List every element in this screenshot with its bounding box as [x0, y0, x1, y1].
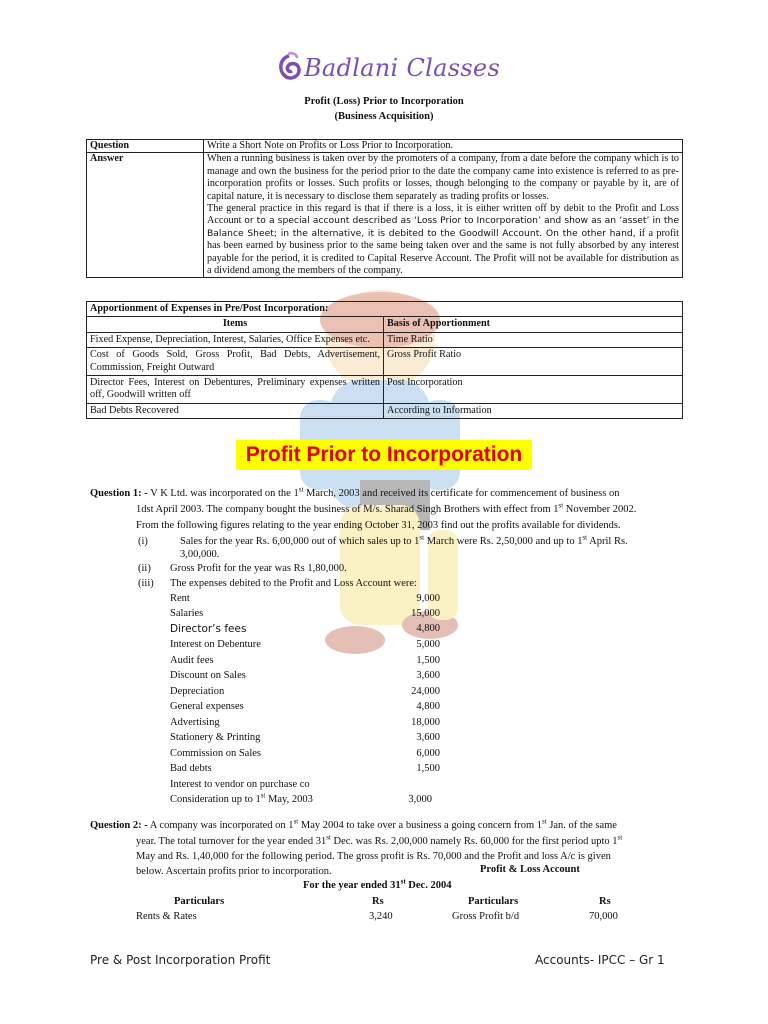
pl-subtitle-part: Dec. 2004 [408, 880, 452, 891]
q2-line-4: below. Ascertain profits prior to incorporation. [136, 866, 332, 877]
q1-text: April Rs. [589, 536, 628, 547]
expense-value: 4,800 [416, 623, 440, 634]
footer-left: Pre & Post Incorporation Profit [90, 953, 271, 967]
column-header-items: Items [87, 317, 384, 332]
expense-name: Audit fees [170, 655, 214, 666]
q1-line-1 [90, 486, 680, 502]
apportionment-table [86, 301, 683, 419]
ordinal-suffix: st [617, 833, 623, 842]
apportionment-header-row [87, 317, 683, 332]
q1-text: 1dst April 2003. The company bought the business of M/s. Sharad Singh Brothers with effect from 1 [136, 504, 559, 515]
expense-name: Bad debts [170, 763, 212, 774]
apportionment-item: Fixed Expense, Depreciation, Interest, Salaries, Office Expenses etc. [87, 332, 384, 347]
footer-right: Accounts- IPCC – Gr 1 [535, 953, 665, 967]
ordinal-suffix: st [298, 485, 304, 494]
expense-value: 15,000 [411, 608, 440, 619]
q1-text: Sales for the year Rs. 6,00,000 out of which sales up to 1 [180, 536, 420, 547]
expense-name: Advertising [170, 717, 220, 728]
q2-text: Jan. of the same [549, 820, 617, 831]
expense-name: Salaries [170, 608, 204, 619]
pl-row-right-particular: Gross Profit b/d [452, 911, 520, 922]
brand-logo [276, 52, 516, 88]
q1-item-i-cont: 3,00,000. [180, 549, 220, 560]
answer-paragraph-1: When a running business is taken over by the promoters of a company, from a date before the company which is to manage and own the business for the period prior to the date the company came into existence is referred to as pre-incorporation profits or losses. Such profits or losses, though belonging to the company or payable by it, are of capital nature, it is necessary to disclose them separately as trading profits or losses. [207, 153, 679, 202]
q2-line-2 [136, 834, 682, 850]
ordinal-suffix: st [400, 877, 406, 886]
expense-value: 3,600 [416, 670, 440, 681]
answer-row [87, 153, 683, 278]
list-number: (ii) [138, 563, 151, 574]
q2-text: A company was incorporated on 1 [149, 820, 294, 831]
apportionment-basis: Time Ratio [384, 332, 683, 347]
q1-label: Question 1: - [90, 488, 148, 499]
ordinal-suffix: st [326, 833, 331, 842]
pl-col-rs-right: Rs [599, 896, 611, 907]
pl-account-subtitle [303, 877, 452, 891]
q1-text: March, 2003 and received its certificate for commencement of business on [306, 488, 620, 499]
q2-text: year. The total turnover for the year ended 31 [136, 836, 327, 847]
expense-value: 1,500 [416, 763, 440, 774]
answer-label: Answer [87, 153, 204, 278]
expense-name: Director’s fees [170, 623, 247, 635]
q2-label: Question 2: - [90, 820, 148, 831]
q1-item-i [180, 534, 680, 550]
expense-value: 24,000 [411, 686, 440, 697]
q2-line-3: May and Rs. 1,40,000 for the following period. The gross profit is Rs. 70,000 and the Profit and loss A/c is given [136, 851, 611, 862]
document-subtitle: (Business Acquisition) [334, 111, 434, 122]
q1-item-iii: The expenses debited to the Profit and Loss Account were: [170, 578, 417, 589]
pl-col-particulars-left: Particulars [174, 896, 225, 907]
expense-name-part: Consideration up to 1 [170, 794, 261, 805]
answer-p2-part-c: if a profit has been earned by business prior to the same being taken over and the same is not fully absorbed by any interest payable for the period, it is credited to Capital Reserve Account. The Profit will not be available for distribution as a dividend among the members of the company. [207, 227, 679, 277]
question-text: Write a Short Note on Profits or Loss Prior to Incorporation. [204, 140, 683, 153]
ordinal-suffix: st [293, 817, 299, 826]
expense-value: 5,000 [416, 639, 440, 650]
q1-text: March were Rs. 2,50,000 and up to 1 [426, 536, 583, 547]
apportionment-row [87, 332, 683, 347]
document-title: Profit (Loss) Prior to Incorporation [304, 96, 464, 107]
q2-line-1 [90, 818, 680, 834]
q2-text: May 2004 to take over a business a going concern from 1 [300, 820, 543, 831]
apportionment-row [87, 376, 683, 404]
expense-value: 1,500 [416, 655, 440, 666]
list-number: (i) [138, 536, 148, 547]
expense-value: 3,000 [408, 794, 432, 805]
apportionment-item: Cost of Goods Sold, Gross Profit, Bad Debts, Advertisement, Commission, Freight Outward [87, 348, 384, 376]
swirl-logo-icon [276, 52, 302, 82]
apportionment-title: Apportionment of Expenses in Pre/Post Incorporation: [87, 302, 683, 317]
question-answer-table [86, 139, 683, 278]
ordinal-suffix: st [582, 533, 588, 542]
expense-name: Discount on Sales [170, 670, 246, 681]
q1-item-ii: Gross Profit for the year was Rs 1,80,000. [170, 563, 347, 574]
question-row [87, 140, 683, 153]
expense-name: Interest on Debenture [170, 639, 261, 650]
q1-line-3: From the following figures relating to the year ending October 31, 2003 find out the profits available for dividends. [136, 520, 621, 531]
expense-name: Rent [170, 593, 190, 604]
pl-col-particulars-right: Particulars [468, 896, 519, 907]
list-number: (iii) [138, 578, 154, 589]
apportionment-item: Bad Debts Recovered [87, 403, 384, 418]
section-banner: Profit Prior to Incorporation [236, 440, 532, 470]
apportionment-basis: Gross Profit Ratio [384, 348, 683, 376]
expense-name [170, 791, 313, 805]
pl-col-rs-left: Rs [372, 896, 384, 907]
column-header-basis: Basis of Apportionment [384, 317, 683, 332]
question-label: Question [87, 140, 204, 153]
answer-text [204, 153, 683, 278]
apportionment-basis: According to Information [384, 403, 683, 418]
ordinal-suffix: st [558, 501, 564, 510]
ordinal-suffix: st [542, 817, 547, 826]
q2-text: Dec. was Rs. 2,00,000 namely Rs. 60,000 for the first period upto 1 [333, 836, 618, 847]
answer-p2-part-b: or to a special account described as ‘Loss Prior to Incorporation’ and show as an ‘asset’ in the Balance Sheet; in the alternative, it is debited to the Goodwill Account. On the other hand, [207, 215, 680, 239]
q1-line-2 [136, 502, 682, 518]
apportionment-basis: Post Incorporation [384, 376, 683, 404]
expense-value: 3,600 [416, 732, 440, 743]
expense-name-part: May, 2003 [268, 794, 313, 805]
expense-value: 9,000 [416, 593, 440, 604]
pl-row-left-particular: Rents & Rates [136, 911, 197, 922]
q1-text: November 2002. [565, 504, 637, 515]
answer-p2-part-a: The general practice in this regard is that if there is a loss, it is either written off by debit to the Profit and Loss Account [207, 203, 679, 227]
expense-name: Stationery & Printing [170, 732, 261, 743]
expense-name: Interest to vendor on purchase co [170, 779, 310, 790]
apportionment-row [87, 403, 683, 418]
apportionment-item: Director Fees, Interest on Debentures, Preliminary expenses written off, Goodwill written off [87, 376, 384, 404]
expense-value: 6,000 [416, 748, 440, 759]
expense-name: Depreciation [170, 686, 225, 697]
apportionment-title-row [87, 302, 683, 317]
pl-row-left-amount: 3,240 [369, 911, 393, 922]
answer-paragraph-2 [207, 203, 679, 277]
expense-name: Commission on Sales [170, 748, 262, 759]
brand-name: Badlani Classes [304, 54, 501, 82]
expense-value: 4,800 [416, 701, 440, 712]
pl-row-right-amount: 70,000 [589, 911, 618, 922]
expense-value: 18,000 [411, 717, 440, 728]
apportionment-row [87, 348, 683, 376]
pl-subtitle-part: For the year ended 31 [303, 880, 401, 891]
q1-text: V K Ltd. was incorporated on the 1 [150, 488, 299, 499]
ordinal-suffix: st [260, 791, 266, 800]
ordinal-suffix: st [419, 533, 425, 542]
expense-name: General expenses [170, 701, 244, 712]
pl-account-title: Profit & Loss Account [480, 864, 580, 875]
